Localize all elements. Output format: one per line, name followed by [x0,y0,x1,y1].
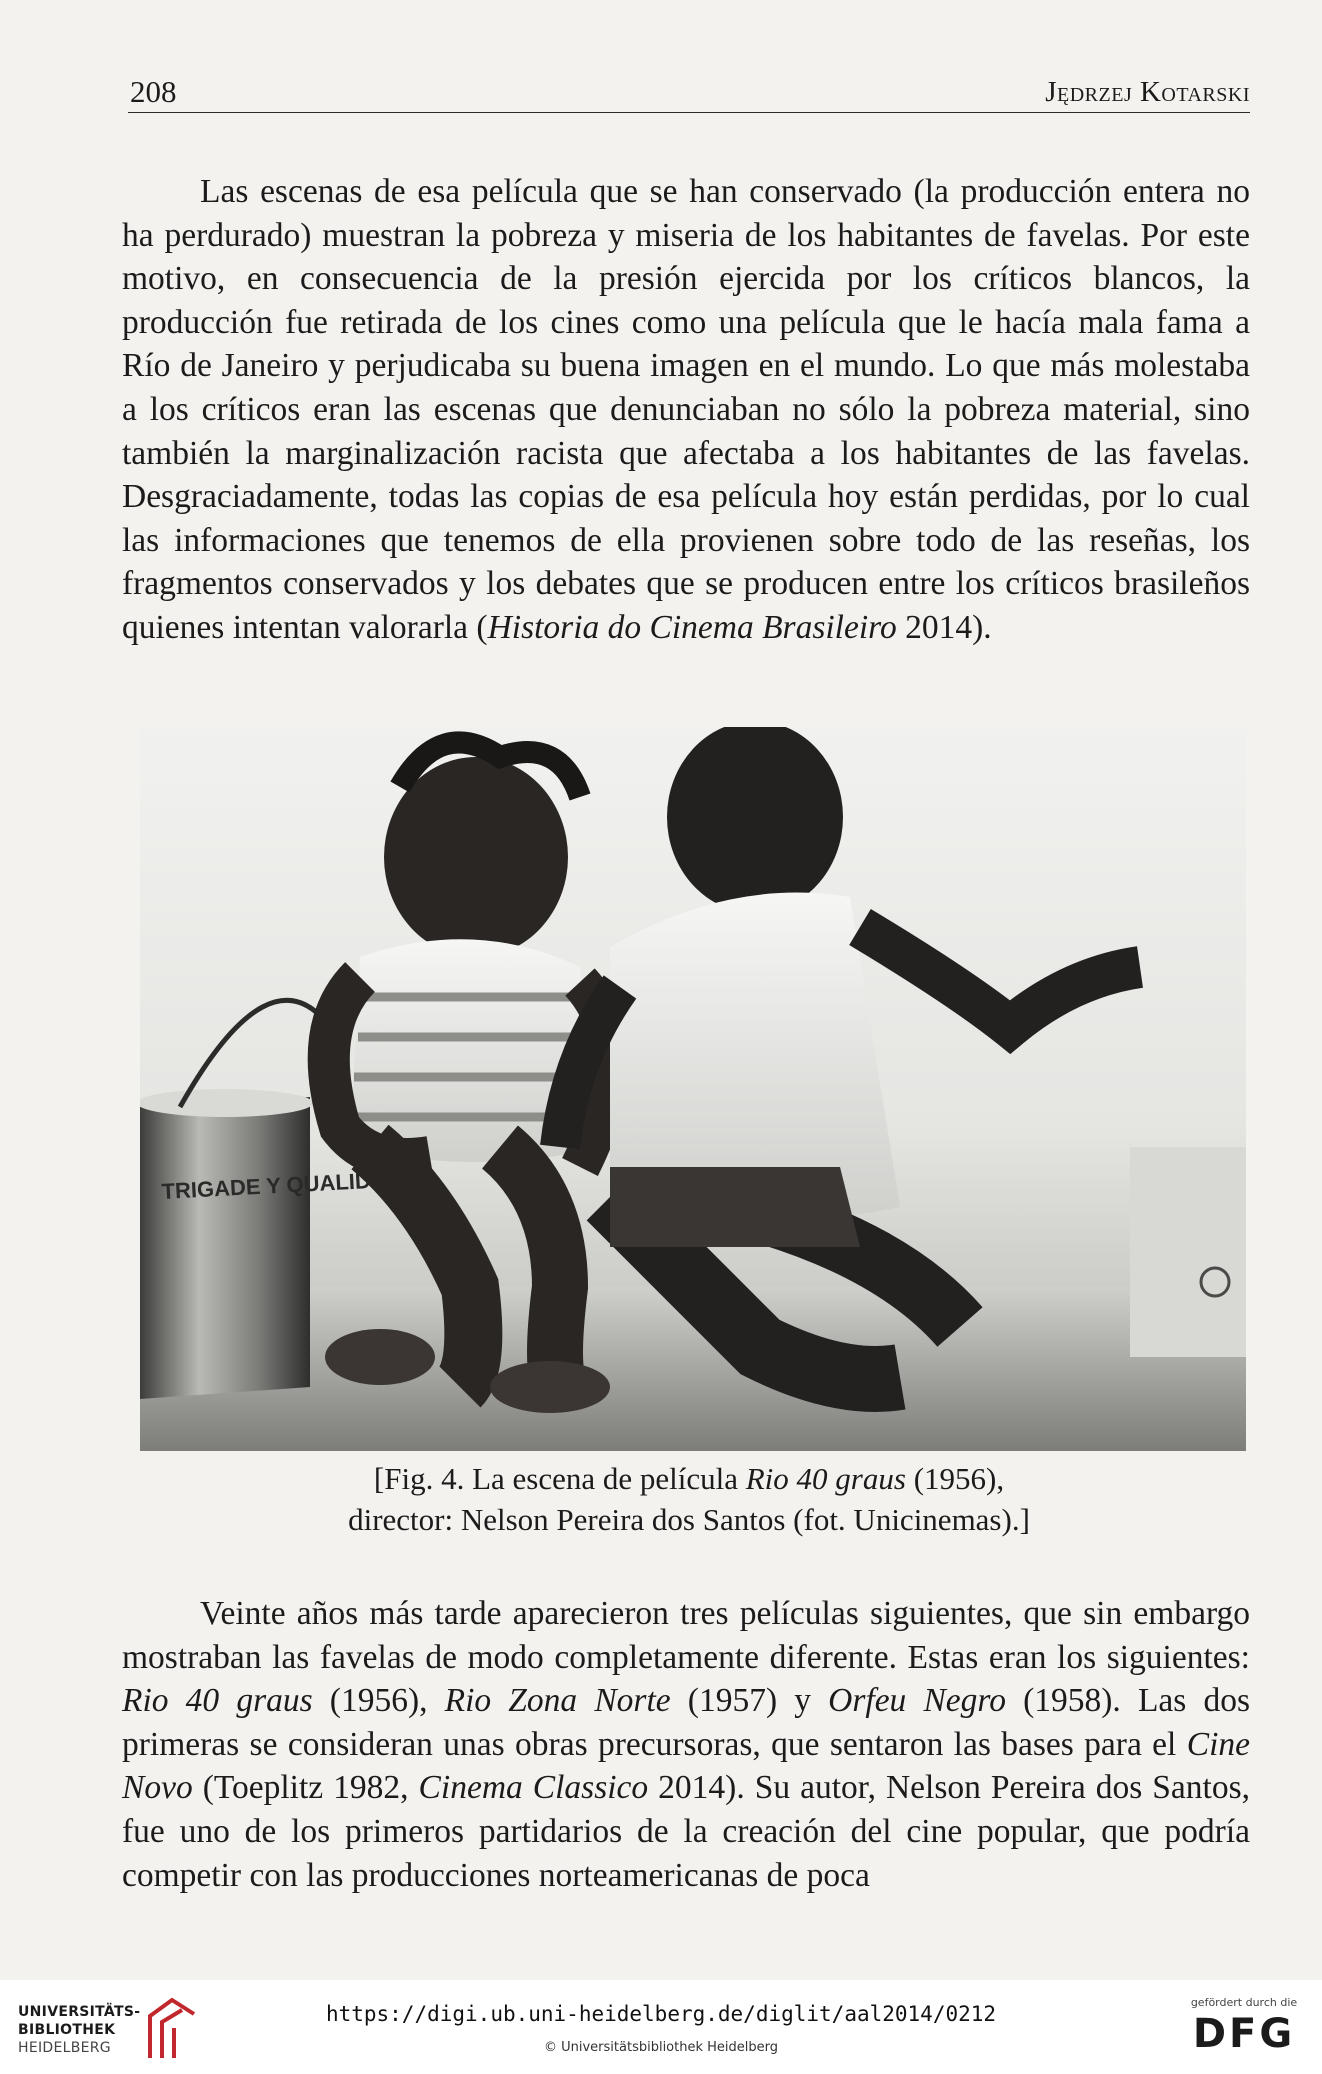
funded-by-label: gefördert durch die [1190,1996,1298,2009]
film-title: Rio Zona Norte [444,1682,671,1720]
dfg-funding-badge[interactable] [1184,1996,1304,2062]
library-name-line-3: HEIDELBERG [18,2040,111,2056]
library-footer [0,1980,1322,2074]
paragraph-1-text: Las escenas de esa película que se han conservado (la producción entera no ha perdurado) muestran la pobreza y miseria de los habitantes de favelas. Por este motivo, en consecuencia de la presión ejercida por los críticos blancos, la producción fue retirada de los cines como una película que le hacía mala fama a Río de Janeiro y perjudicaba su buena imagen en el mundo. Lo que más molestaba a los críticos eran las escenas que denunciaban no sólo la pobreza material, sino también la marginalización racista que afectaba a los habitantes de las favelas. Desgraciadamente, todas las copias de esa película hoy están perdidas, por lo cual las informaciones que tenemos de ella provienen sobre todo de las reseñas, los fragmentos conservados y los debates que se producen entre los críticos brasileños quienes intentan valorarla ( [122,173,1250,646]
can-label: TRIGADE Y QUALID [160,1168,372,1204]
copyright-notice: © Universitätsbibliothek Heidelberg [543,2040,778,2055]
movement-name: Cine Novo [122,1725,1250,1807]
metal-can [140,1097,310,1399]
citation-title: Cinema Classico [418,1769,649,1807]
library-name-line-1: UNIVERSITÄTS- [18,2004,141,2020]
film-title: Orfeu Negro [828,1682,1006,1720]
film-title: Rio 40 graus [122,1682,313,1720]
paragraph-2-text: Veinte años más tarde aparecieron tres películas siguientes, que sin embargo mostraban las favelas de modo completamente diferente. Estas eran los siguientes: [122,1595,1250,1676]
paragraph-2-text: (1956), [312,1682,445,1720]
right-boy [560,727,1140,1379]
library-name-line-2: BIBLIOTHEK [18,2022,116,2038]
dfg-logo: DFG [1192,2011,1296,2057]
paragraph-2-text: (Toeplitz 1982, [192,1769,419,1807]
caption-line-2: director: Nelson Pereira dos Santos (fot. Unicinemas).] [348,1502,1030,1537]
paragraph-1-end: 2014). [896,608,992,646]
caption-year: (1956), [905,1461,1005,1496]
caption-line-1 [128,1458,1250,1499]
caption-film-title: Rio 40 graus [745,1461,906,1496]
film-still-photo [140,727,1246,1451]
running-head [128,70,1250,113]
paragraph-2-text: (1957) y [670,1682,829,1720]
paragraph-1 [122,170,1250,650]
paragraph-2 [122,1592,1250,1897]
running-head-author: Jędrzej Kotarski [1045,76,1250,108]
caption-text: [Fig. 4. La escena de película [373,1461,746,1496]
citation-title: Historia do Cinema Brasileiro [487,608,897,646]
paragraph-2-text: (1958). Las dos primeras se consideran unas obras precursoras, que sentaron las bases para el [122,1682,1251,1763]
figure-caption [128,1458,1250,1540]
page-number: 208 [130,74,177,109]
permalink-url[interactable]: https://digi.ub.uni-heidelberg.de/diglit/aal2014/0212 [325,2002,997,2026]
paragraph-2-text: 2014). Su autor, Nelson Pereira dos Santos, fue uno de los primeros partidarios de la creación del cine popular, que podría competir con las producciones norteamericanas de poca [122,1769,1250,1894]
